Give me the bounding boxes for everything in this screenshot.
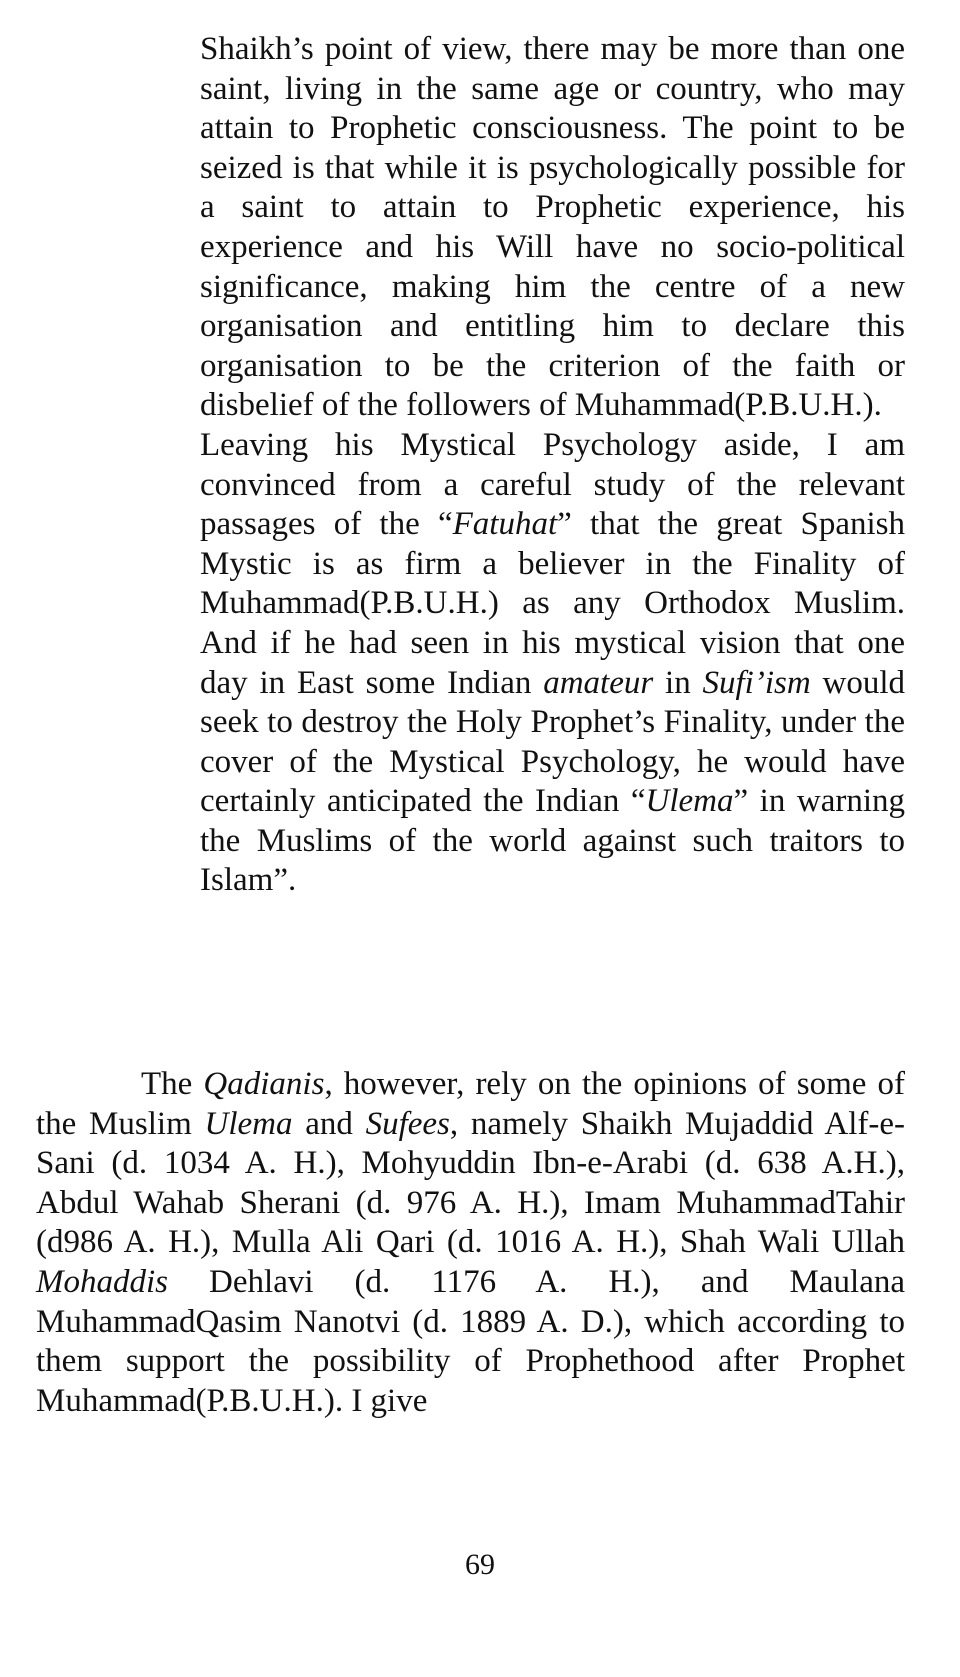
body-paragraph [36,1065,905,1421]
quote-p2-text-3: in [653,664,703,701]
body-text-2: , however, rely on the opinions of some of the Muslim [36,1066,905,1142]
term-sufees: Sufees [365,1105,450,1142]
term-mohaddis: Mohaddis [36,1263,168,1300]
body-text-3: and [292,1105,366,1142]
quote-p2-text-1: Leaving his Mystical Psychology aside, I am convinced from a careful study of the relevant passages of the “ [200,426,905,543]
quote-paragraph-2 [200,426,905,901]
page-number: 69 [465,1548,495,1581]
quote-p2-text-4: would seek to destroy the Holy Prophet’s Finality, under the cover of the Mystical Psychology, he would have certainly anticipated the Indian “ [200,664,906,820]
body-text-5: Dehlavi (d. 1176 A. H.), and Maulana MuhammadQasim Nanotvi (d. 1889 A. D.), which according to them support the possibility of Prophethood after Prophet Muhammad(P.B.U.H.). I give [36,1263,905,1419]
term-ulema-quote: Ulema [645,783,734,820]
body-text-4: , namely Shaikh Mujaddid Alf-e-Sani (d. 1034 A. H.), Mohyuddin Ibn-e-Arabi (d. 638 A.H.), Abdul Wahab Sherani (d. 976 A. H.), Imam MuhammadTahir (d986 A. H.), Mulla Ali Qari (d. 1016 A. H.), Shah Wali Ullah [36,1105,906,1261]
quote-p2-text-2: ” that the great Spanish Mystic is as firm a believer in the Finality of Muhammad(P.B.U.H.) as any Orthodox Muslim. And if he had seen in his mystical vision that one day in East some Indian [200,506,905,701]
term-ulema-body: Ulema [204,1105,293,1142]
body-text-1: The [141,1066,204,1102]
term-fatuhat: Fatuhat [452,506,558,543]
term-qadianis: Qadianis [203,1066,325,1102]
term-amateur: amateur [543,664,654,701]
quote-paragraph-1: Shaikh’s point of view, there may be more than one saint, living in the same age or country, who may attain to Prophetic consciousness. The point to be seized is that while it is psychologically possible for a saint to attain to Prophetic experience, his experience and his Will have no socio-political significance, making him the centre of a new organisation and entitling him to declare this organisation to be the criterion of the faith or disbelief of the followers of Muhammad(P.B.U.H.). [200,31,905,424]
block-quote [200,30,905,901]
term-sufiism: Sufi’ism [702,664,811,701]
quote-p2-text-5: ” in warning the Muslims of the world against such traitors to Islam”. [200,783,905,899]
